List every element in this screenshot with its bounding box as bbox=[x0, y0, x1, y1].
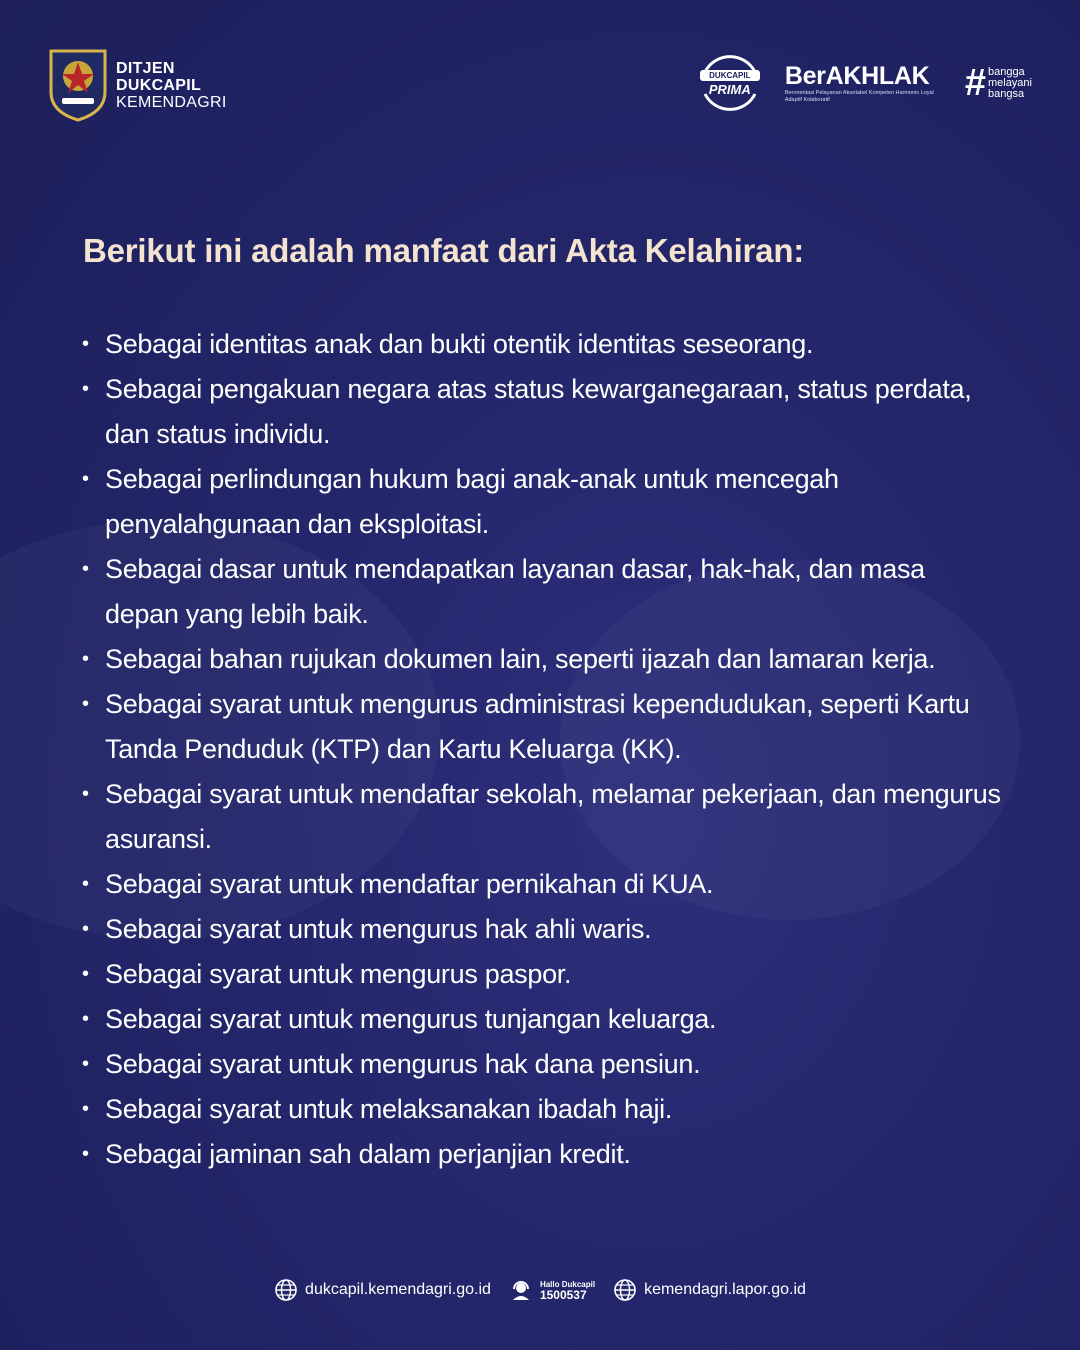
list-item: • Sebagai syarat untuk mengurus tunjangan keluarga. bbox=[82, 997, 1002, 1042]
prima-bottom-text: PRIMA bbox=[708, 82, 751, 97]
list-item: • Sebagai identitas anak dan bukti otentik identitas seseorang. bbox=[82, 322, 1002, 367]
benefit-list bbox=[82, 322, 1002, 1177]
bangga-line-1: bangga bbox=[987, 65, 1025, 78]
list-item: • Sebagai syarat untuk mendaftar pernikahan di KUA. bbox=[82, 862, 1002, 907]
list-item: • Sebagai syarat untuk mengurus administrasi kependudukan, seperti Kartu Tanda Penduduk (KTP) dan Kartu Keluarga (KK). bbox=[82, 682, 1002, 772]
footer bbox=[0, 1278, 1080, 1302]
garuda-emblem-icon bbox=[48, 48, 108, 122]
page-title: Berikut ini adalah manfaat dari Akta Kelahiran: bbox=[83, 232, 805, 269]
list-item: • Sebagai syarat untuk melaksanakan ibadah haji. bbox=[82, 1087, 1002, 1132]
berakhlak-subtitle: Berorientasi Pelayanan Akuntabel Kompeten Harmonis Loyal Adaptif Kolaboratif bbox=[784, 90, 934, 103]
dukcapil-prima-logo bbox=[697, 50, 763, 116]
bangga-line-3: bangsa bbox=[987, 87, 1025, 100]
header bbox=[0, 48, 1080, 128]
hallo-dukcapil-label: Hallo Dukcapil bbox=[539, 1280, 596, 1289]
list-item: • Sebagai dasar untuk mendapatkan layanan dasar, hak-hak, dan masa depan yang lebih baik. bbox=[82, 547, 1002, 637]
logo-line-3: KEMENDAGRI bbox=[116, 93, 227, 111]
website-link[interactable]: dukcapil.kemendagri.go.id bbox=[305, 1281, 491, 1298]
ditjen-dukcapil-logo bbox=[48, 48, 227, 122]
logo-line-1: DITJEN bbox=[116, 59, 175, 77]
berakhlak-title: BerAKHLAK bbox=[784, 62, 930, 90]
berakhlak-logo bbox=[785, 62, 943, 104]
list-item: • Sebagai syarat untuk mengurus hak ahli waris. bbox=[82, 907, 1002, 952]
list-item: • Sebagai perlindungan hukum bagi anak-anak untuk mencegah penyalahgunaan dan eksploitasi. bbox=[82, 457, 1002, 547]
lapor-link[interactable]: kemendagri.lapor.go.id bbox=[644, 1281, 806, 1298]
bangga-melayani-bangsa-logo bbox=[965, 64, 1032, 102]
list-item: • Sebagai pengakuan negara atas status kewarganegaraan, status perdata, dan status individu. bbox=[82, 367, 1002, 457]
prima-top-text: DUKCAPIL bbox=[709, 71, 751, 80]
logo-line-2: DUKCAPIL bbox=[116, 76, 202, 94]
bangga-line-2: melayani bbox=[987, 76, 1032, 89]
list-item: • Sebagai syarat untuk mengurus hak dana pensiun. bbox=[82, 1042, 1002, 1087]
list-item: • Sebagai syarat untuk mendaftar sekolah, melamar pekerjaan, dan mengurus asuransi. bbox=[82, 772, 1002, 862]
list-item: • Sebagai jaminan sah dalam perjanjian kredit. bbox=[82, 1132, 1002, 1177]
globe-icon bbox=[274, 1278, 298, 1302]
list-item: • Sebagai bahan rujukan dokumen lain, seperti ijazah dan lamaran kerja. bbox=[82, 637, 1002, 682]
call-center-icon bbox=[509, 1278, 533, 1302]
list-item: • Sebagai syarat untuk mengurus paspor. bbox=[82, 952, 1002, 997]
hashtag-icon: # bbox=[964, 62, 986, 104]
globe-icon bbox=[613, 1278, 637, 1302]
hallo-dukcapil-number[interactable]: 1500537 bbox=[539, 1288, 587, 1302]
